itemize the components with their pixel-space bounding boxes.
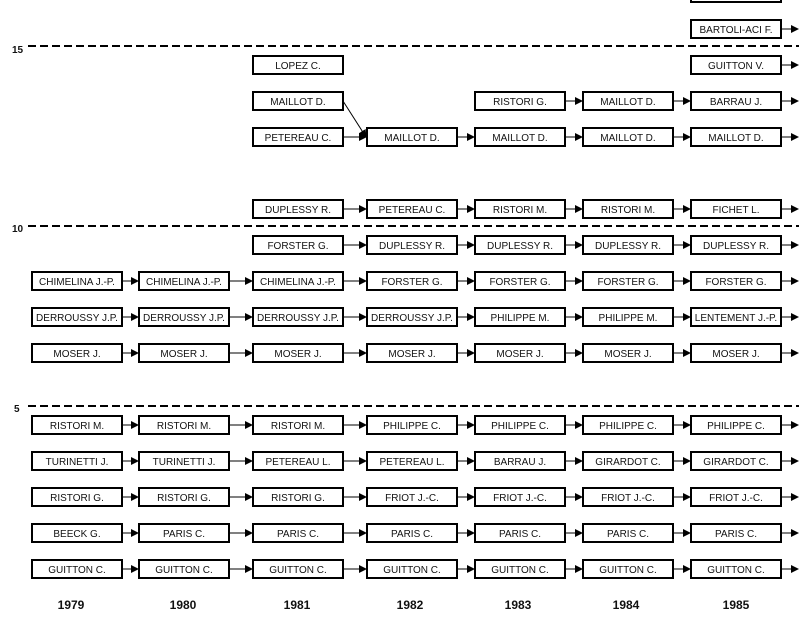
position-box-1985-row-2 (691, 524, 781, 542)
person-name: FORSTER G. (705, 277, 767, 288)
person-name: GUITTON C. (48, 565, 106, 576)
position-box-1980-row-5 (139, 416, 229, 434)
position-box-1983-row-8 (475, 308, 565, 326)
position-box-1984-row-13 (583, 128, 673, 146)
person-name: GUITTON C. (491, 565, 549, 576)
level-label-5: 5 (14, 404, 20, 415)
position-box-1981-row-7 (253, 344, 343, 362)
position-box-1984-row-11 (583, 200, 673, 218)
person-name: GIRARDOT C. (595, 457, 661, 468)
person-name: PARIS C. (714, 529, 758, 540)
person-name: PETEREAU L. (265, 457, 331, 468)
person-name: FRIOT J.-C. (601, 493, 655, 504)
person-name: FORSTER G. (381, 277, 443, 288)
position-box-1981-row-4 (253, 452, 343, 470)
position-box-1985-row-7 (691, 344, 781, 362)
person-name: PHILIPPE C. (491, 421, 549, 432)
person-name: PARIS C. (606, 529, 650, 540)
person-name: DUPLESSY R. (595, 241, 661, 252)
position-box-1983-row-4 (475, 452, 565, 470)
position-box-1983-row-13 (475, 128, 565, 146)
position-box-1979-row-4 (32, 452, 122, 470)
diagonal-connector-arrow (343, 101, 366, 137)
person-name: RISTORI G. (493, 97, 547, 108)
person-name: FORSTER G. (597, 277, 659, 288)
position-box-1983-row-3 (475, 488, 565, 506)
person-name: LENTEMENT J.-P. (694, 313, 778, 324)
position-box-1985-row-15 (691, 56, 781, 74)
year-label-1985: 1985 (722, 598, 750, 612)
position-box-1982-row-11 (367, 200, 457, 218)
person-name: BARRAU J. (709, 97, 763, 108)
position-box-1981-row-8 (253, 308, 343, 326)
position-box-1980-row-2 (139, 524, 229, 542)
position-box-1984-row-7 (583, 344, 673, 362)
position-box-1985-row-10 (691, 236, 781, 254)
position-box-1985-row-3 (691, 488, 781, 506)
person-name: MOSER J. (274, 349, 322, 360)
box-layer (32, 0, 781, 578)
position-box-1979-row-1 (32, 560, 122, 578)
position-box-1980-row-3 (139, 488, 229, 506)
position-box-1981-row-9 (253, 272, 343, 290)
person-name: DUPLESSY R. (379, 241, 445, 252)
year-label-1983: 1983 (504, 598, 532, 612)
person-name: PETEREAU C. (264, 133, 332, 144)
person-name: FICHET L. (712, 205, 760, 216)
position-box-1981-row-15 (253, 56, 343, 74)
person-name: PHILIPPE M. (598, 313, 658, 324)
year-label-1981: 1981 (283, 598, 311, 612)
position-box-frame (691, 0, 781, 2)
position-box-1983-row-2 (475, 524, 565, 542)
person-name: RISTORI G. (157, 493, 211, 504)
person-name: MOSER J. (160, 349, 208, 360)
person-name: CHIMELINA J.-P. (39, 277, 115, 288)
person-name: FRIOT J.-C. (493, 493, 547, 504)
person-name: MOSER J. (604, 349, 652, 360)
position-box-1980-row-8 (139, 308, 229, 326)
person-name: DERROUSSY J.P. (143, 313, 225, 324)
person-name: MAILLOT D. (708, 133, 764, 144)
level-label-15: 15 (12, 45, 24, 56)
person-name: GUITTON C. (269, 565, 327, 576)
position-box-1981-row-10 (253, 236, 343, 254)
position-box-1984-row-8 (583, 308, 673, 326)
person-name: FRIOT J.-C. (385, 493, 439, 504)
position-box-1984-row-2 (583, 524, 673, 542)
person-name: RISTORI M. (49, 421, 105, 432)
person-name: PARIS C. (276, 529, 320, 540)
position-box-1981-row-3 (253, 488, 343, 506)
person-name: PHILIPPE C. (707, 421, 765, 432)
position-box-1982-row-8 (367, 308, 457, 326)
position-box-1985-row-1 (691, 560, 781, 578)
position-box-1980-row-1 (139, 560, 229, 578)
person-name: PHILIPPE C. (599, 421, 657, 432)
person-name: PARIS C. (498, 529, 542, 540)
position-box-1979-row-3 (32, 488, 122, 506)
position-box-1981-row-13 (253, 128, 343, 146)
person-name: FORSTER G. (267, 241, 329, 252)
person-name: LOPEZ C. (275, 61, 321, 72)
person-name: FORSTER G. (489, 277, 551, 288)
person-name: RISTORI G. (271, 493, 325, 504)
position-box-1983-row-9 (475, 272, 565, 290)
person-name: PETEREAU L. (379, 457, 445, 468)
person-name: MOSER J. (712, 349, 760, 360)
position-box-1979-row-9 (32, 272, 122, 290)
position-box-1982-row-3 (367, 488, 457, 506)
position-box-1983-row-7 (475, 344, 565, 362)
person-name: MAILLOT D. (600, 97, 656, 108)
person-name: DUPLESSY R. (487, 241, 553, 252)
position-box-1980-row-7 (139, 344, 229, 362)
person-name: DERROUSSY J.P. (371, 313, 453, 324)
position-box-1981-row-5 (253, 416, 343, 434)
person-name: GUITTON C. (707, 565, 765, 576)
person-name: PHILIPPE M. (490, 313, 550, 324)
year-label-1980: 1980 (169, 598, 197, 612)
position-box-1984-row-4 (583, 452, 673, 470)
position-box-1982-row-7 (367, 344, 457, 362)
person-name: MOSER J. (53, 349, 101, 360)
person-name: RISTORI G. (50, 493, 104, 504)
position-box-1985-row-8 (691, 308, 781, 326)
position-box-1984-row-3 (583, 488, 673, 506)
position-box-1983-row-14 (475, 92, 565, 110)
position-box-1979-row-5 (32, 416, 122, 434)
person-name: MAILLOT D. (384, 133, 440, 144)
person-name: GUITTON V. (707, 61, 765, 72)
person-name: BEECK G. (53, 529, 101, 540)
person-name: GUITTON C. (599, 565, 657, 576)
person-name: GIRARDOT C. (703, 457, 769, 468)
position-box-1985-row-14 (691, 92, 781, 110)
position-box-1981-row-14 (253, 92, 343, 110)
position-box-1983-row-1 (475, 560, 565, 578)
position-box-1984-row-14 (583, 92, 673, 110)
position-box-1985-row-4 (691, 452, 781, 470)
person-name: GUITTON C. (155, 565, 213, 576)
level-label-10: 10 (12, 224, 24, 235)
position-box-1982-row-2 (367, 524, 457, 542)
person-name: MOSER J. (388, 349, 436, 360)
person-name: RISTORI M. (600, 205, 656, 216)
position-box-1984-row-5 (583, 416, 673, 434)
position-box-1985-row-13 (691, 128, 781, 146)
position-box-1981-row-2 (253, 524, 343, 542)
position-box-1985-row-17 (691, 0, 781, 2)
person-name: MAILLOT D. (600, 133, 656, 144)
position-box-1983-row-5 (475, 416, 565, 434)
person-name: BARTOLI-ACI F. (699, 25, 773, 36)
position-box-1979-row-2 (32, 524, 122, 542)
person-name: PHILIPPE C. (383, 421, 441, 432)
person-name: DUPLESSY R. (265, 205, 331, 216)
person-name: GUITTON C. (383, 565, 441, 576)
position-box-1983-row-10 (475, 236, 565, 254)
position-box-1985-row-5 (691, 416, 781, 434)
position-box-1984-row-10 (583, 236, 673, 254)
position-box-1980-row-4 (139, 452, 229, 470)
person-name: BARRAU J. (493, 457, 547, 468)
person-name: DERROUSSY J.P. (257, 313, 339, 324)
person-name: FRIOT J.-C. (709, 493, 763, 504)
position-box-1984-row-1 (583, 560, 673, 578)
year-label-1984: 1984 (612, 598, 640, 612)
position-box-1982-row-9 (367, 272, 457, 290)
person-name: DERROUSSY J.P. (36, 313, 118, 324)
person-name: CHIMELINA J.-P. (146, 277, 222, 288)
person-name: RISTORI M. (492, 205, 548, 216)
position-box-1985-row-16 (691, 20, 781, 38)
position-box-1985-row-11 (691, 200, 781, 218)
person-name: TURINETTI J. (45, 457, 109, 468)
position-box-1983-row-11 (475, 200, 565, 218)
position-box-1981-row-1 (253, 560, 343, 578)
person-name: DUPLESSY R. (703, 241, 769, 252)
person-name: RISTORI M. (270, 421, 326, 432)
position-box-1982-row-10 (367, 236, 457, 254)
person-name: CHIMELINA J.-P. (260, 277, 336, 288)
position-box-1982-row-4 (367, 452, 457, 470)
person-name: MAILLOT D. (492, 133, 548, 144)
position-box-1982-row-13 (367, 128, 457, 146)
position-box-1979-row-7 (32, 344, 122, 362)
position-box-1985-row-9 (691, 272, 781, 290)
person-name: PETEREAU C. (378, 205, 446, 216)
year-label-1982: 1982 (396, 598, 424, 612)
position-box-1981-row-11 (253, 200, 343, 218)
person-name: MAILLOT D. (270, 97, 326, 108)
person-name: PARIS C. (162, 529, 206, 540)
person-name: TURINETTI J. (152, 457, 216, 468)
position-box-1982-row-1 (367, 560, 457, 578)
position-box-1979-row-8 (32, 308, 122, 326)
position-box-1982-row-5 (367, 416, 457, 434)
position-box-1984-row-9 (583, 272, 673, 290)
position-box-1980-row-9 (139, 272, 229, 290)
person-name: MOSER J. (496, 349, 544, 360)
person-name: RISTORI M. (156, 421, 212, 432)
person-name: PARIS C. (390, 529, 434, 540)
year-label-1979: 1979 (57, 598, 85, 612)
